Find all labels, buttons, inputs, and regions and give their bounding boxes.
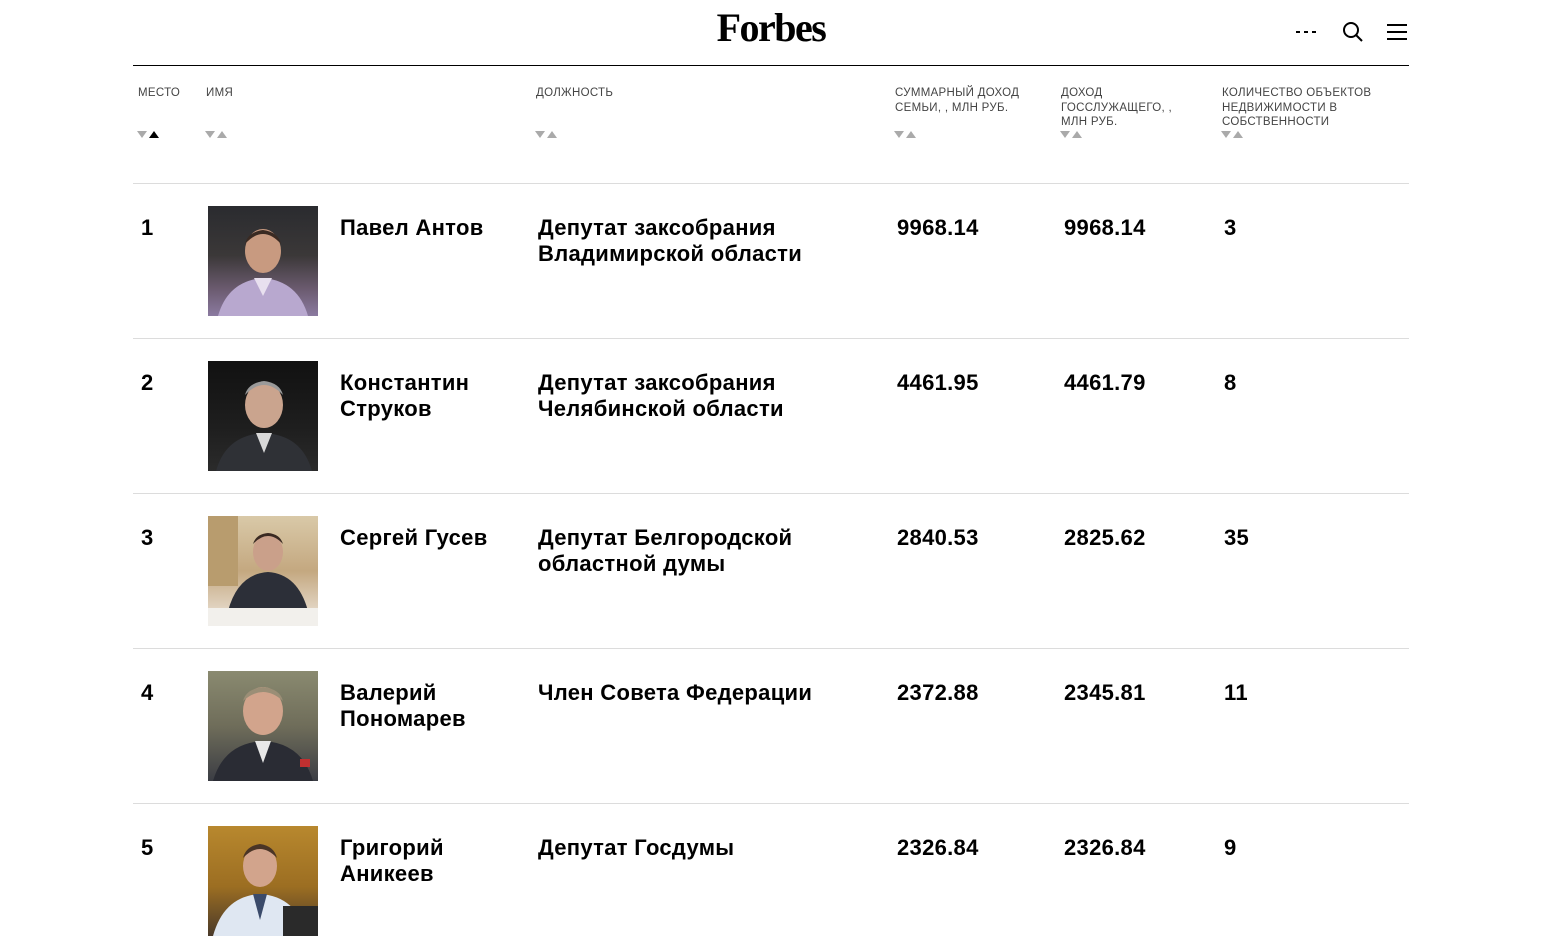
position-cell: Депутат заксобрания Владимирской области	[538, 215, 803, 266]
official-income-cell: 4461.79	[1064, 370, 1146, 395]
avatar[interactable]	[208, 671, 318, 781]
forbes-logo[interactable]: Forbes	[716, 5, 826, 50]
position-cell: Депутат Госдумы	[538, 835, 735, 860]
header-icons	[1295, 20, 1409, 44]
avatar[interactable]	[208, 361, 318, 471]
menu-icon[interactable]	[1387, 22, 1409, 42]
family-income-cell: 2326.84	[897, 835, 979, 860]
official-income-cell: 9968.14	[1064, 215, 1146, 240]
row-divider	[133, 338, 1409, 339]
rank-cell: 5	[141, 835, 154, 860]
family-income-cell: 9968.14	[897, 215, 979, 240]
name-cell[interactable]: Григорий Аникеев	[340, 835, 444, 886]
sort-family-income-icon[interactable]	[894, 130, 918, 140]
property-count-cell: 11	[1224, 680, 1248, 705]
col-header-rank: МЕСТО	[138, 87, 181, 99]
site-header	[133, 0, 1409, 66]
rank-cell: 3	[141, 525, 154, 550]
sort-name-icon[interactable]	[205, 130, 229, 140]
official-income-cell: 2326.84	[1064, 835, 1146, 860]
family-income-cell: 4461.95	[897, 370, 979, 395]
name-cell[interactable]: Валерий Пономарев	[340, 680, 466, 731]
position-cell: Депутат Белгородской областной думы	[538, 525, 793, 576]
col-header-name: ИМЯ	[206, 87, 234, 99]
avatar[interactable]	[208, 516, 318, 626]
rank-cell: 2	[141, 370, 154, 395]
col-header-position: ДОЛЖНОСТЬ	[536, 87, 614, 99]
sort-property-count-icon[interactable]	[1221, 130, 1245, 140]
more-icon[interactable]	[1295, 20, 1317, 44]
col-header-official-income: ДОХОД ГОССЛУЖАЩЕГО, , МЛН РУБ.	[1061, 87, 1172, 128]
sort-official-income-icon[interactable]	[1060, 130, 1084, 140]
sort-position-icon[interactable]	[535, 130, 559, 140]
property-count-cell: 8	[1224, 370, 1237, 395]
col-header-family-income: СУММАРНЫЙ ДОХОД СЕМЬИ, , МЛН РУБ.	[895, 87, 1020, 114]
avatar[interactable]	[208, 206, 318, 316]
name-cell[interactable]: Павел Антов	[340, 215, 484, 240]
sort-rank-icon[interactable]	[137, 130, 161, 140]
row-divider	[133, 648, 1409, 649]
col-header-property-count: КОЛИЧЕСТВО ОБЪЕКТОВ НЕДВИЖИМОСТИ В СОБСТВЕННОСТИ	[1222, 87, 1372, 128]
official-income-cell: 2825.62	[1064, 525, 1146, 550]
family-income-cell: 2840.53	[897, 525, 979, 550]
name-cell[interactable]: Константин Струков	[340, 370, 470, 421]
property-count-cell: 9	[1224, 835, 1237, 860]
row-divider	[133, 493, 1409, 494]
position-cell: Член Совета Федерации	[538, 680, 813, 705]
property-count-cell: 35	[1224, 525, 1250, 550]
name-cell[interactable]: Сергей Гусев	[340, 525, 488, 550]
family-income-cell: 2372.88	[897, 680, 979, 705]
official-income-cell: 2345.81	[1064, 680, 1146, 705]
search-icon[interactable]	[1341, 20, 1365, 44]
rank-cell: 1	[141, 215, 154, 240]
row-divider	[133, 183, 1409, 184]
avatar[interactable]	[208, 826, 318, 936]
row-divider	[133, 803, 1409, 804]
rank-cell: 4	[141, 680, 154, 705]
property-count-cell: 3	[1224, 215, 1237, 240]
position-cell: Депутат заксобрания Челябинской области	[538, 370, 784, 421]
